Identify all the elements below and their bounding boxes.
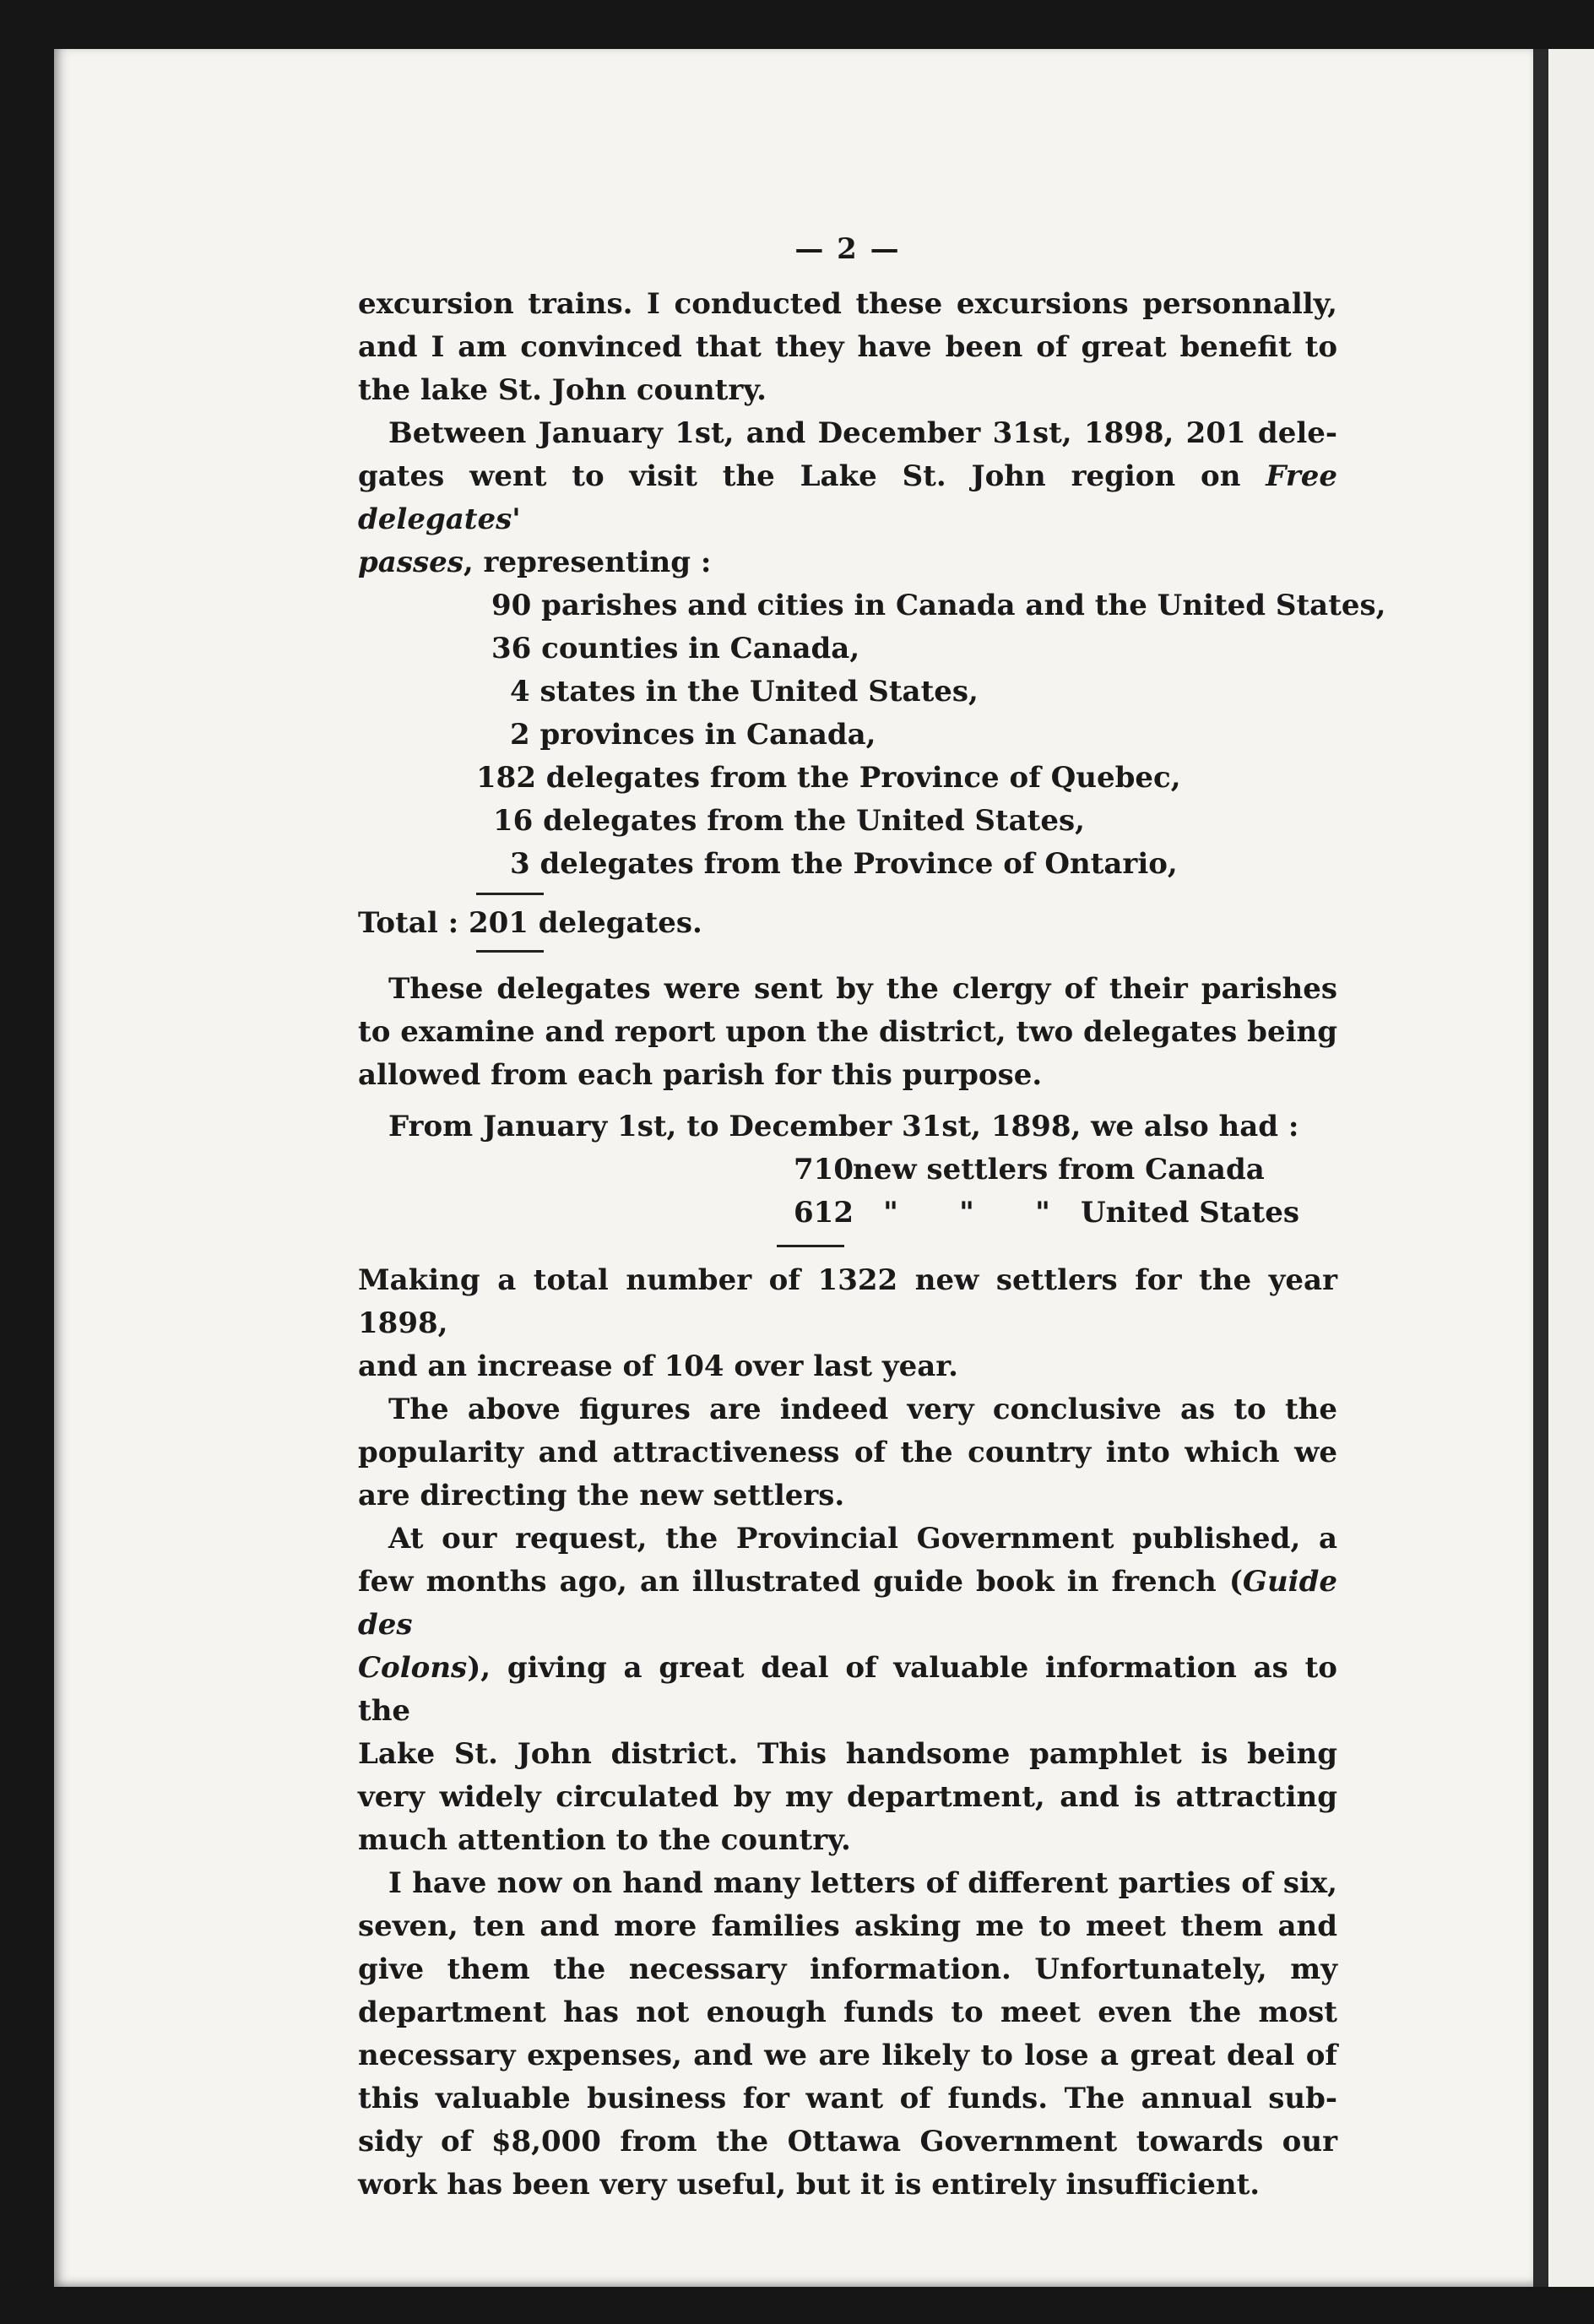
intro-paragraph (358, 283, 1337, 412)
list-item: 90 parishes and cities in Canada and the United States, (491, 589, 1386, 622)
text-line: gates went to visit the Lake St. John region on Free delegates' (358, 459, 1337, 536)
above-paragraph (358, 1388, 1337, 1518)
text-line: seven, ten and more families asking me to meet them and (358, 1909, 1337, 1943)
text-line: Lake St. John district. This handsome pamphlet is being (358, 1737, 1337, 1771)
letters-paragraph (358, 1862, 1337, 2207)
text-line: the lake St. John country. (358, 373, 767, 407)
emphasis: Guide des (358, 1565, 1337, 1642)
text-line: Colons), giving a great deal of valuable information as to the (358, 1651, 1337, 1728)
text-line: These delegates were sent by the clergy of their parishes (388, 972, 1337, 1006)
text-line: few months ago, an illustrated guide book in french (Guide des (358, 1565, 1337, 1642)
clergy-paragraph (358, 968, 1337, 1097)
delegates-list (476, 584, 1386, 886)
text-line: Making a total number of 1322 new settlers for the year 1898, (358, 1263, 1337, 1340)
emphasis: Colons (358, 1651, 468, 1685)
divider-rule (476, 950, 544, 953)
settlers-origin: new settlers from Canada (853, 1153, 1265, 1186)
total-line: Total : 201 delegates. (358, 906, 702, 940)
request-paragraph (358, 1518, 1337, 1862)
text-line: department has not enough funds to meet even the most (358, 1995, 1337, 2029)
list-item: 2 provinces in Canada, (510, 718, 876, 752)
settlers-row (794, 1192, 1337, 1235)
facing-page-edge (1548, 49, 1594, 2287)
text-line: are directing the new settlers. (358, 1479, 845, 1512)
text-line: to examine and report upon the district, two delegates being (358, 1015, 1337, 1049)
text-line: sidy of $8,000 from the Ottawa Government towards our (358, 2125, 1337, 2158)
text-line: The above figures are indeed very conclusive as to the (388, 1393, 1337, 1426)
emphasis: passes (358, 546, 464, 579)
text-line: much attention to the country. (358, 1823, 851, 1857)
settlers-count: 710 (794, 1153, 854, 1186)
page-gutter (1533, 49, 1548, 2287)
making-paragraph (358, 1259, 1337, 1388)
settlers-origin: United States (1081, 1196, 1300, 1230)
divider-rule (777, 1245, 844, 1247)
text-line: At our request, the Provincial Government published, a (388, 1522, 1337, 1556)
text-line: passes, representing : (358, 546, 712, 579)
text-line: very widely circulated by my department, and is attracting (358, 1780, 1337, 1814)
from-line: From January 1st, to December 31st, 1898, we also had : (388, 1110, 1299, 1143)
list-item: 36 counties in Canada, (491, 632, 860, 665)
page-text (358, 228, 1386, 2207)
settlers-count: 612 (794, 1196, 854, 1230)
list-item: 3 delegates from the Province of Ontario, (510, 847, 1178, 881)
text-line: excursion trains. I conducted these excursions personnally, (358, 287, 1337, 321)
settlers-row (794, 1148, 1337, 1192)
delegates-paragraph (358, 412, 1337, 584)
text-line: and I am convinced that they have been of great benefit to (358, 330, 1337, 364)
text-line: and an increase of 104 over last year. (358, 1349, 958, 1383)
ditto-mark: " (959, 1196, 974, 1230)
text-line: allowed from each parish for this purpose. (358, 1058, 1043, 1092)
text-line: popularity and attractiveness of the country into which we (358, 1436, 1337, 1469)
list-item: 4 states in the United States, (510, 675, 979, 709)
text-line: this valuable business for want of funds. The annual sub- (358, 2082, 1337, 2115)
text-line: Between January 1st, and December 31st, 1898, 201 dele- (388, 416, 1337, 450)
list-item: 182 delegates from the Province of Quebec, (476, 761, 1181, 795)
text-line: give them the necessary information. Unfortunately, my (358, 1952, 1337, 1986)
ditto-mark: " (883, 1196, 898, 1230)
text-line: work has been very useful, but it is entirely insufficient. (358, 2168, 1261, 2202)
list-item: 16 delegates from the United States, (493, 804, 1085, 838)
divider-rule (476, 893, 544, 895)
text-line: necessary expenses, and we are likely to lose a great deal of (358, 2039, 1337, 2072)
emphasis: Free delegates' (358, 459, 1337, 536)
page-number: — 2 — (794, 232, 901, 266)
settlers-table (794, 1148, 1337, 1235)
ditto-mark: " (1035, 1196, 1050, 1230)
text-line: I have now on hand many letters of different parties of six, (388, 1866, 1337, 1900)
